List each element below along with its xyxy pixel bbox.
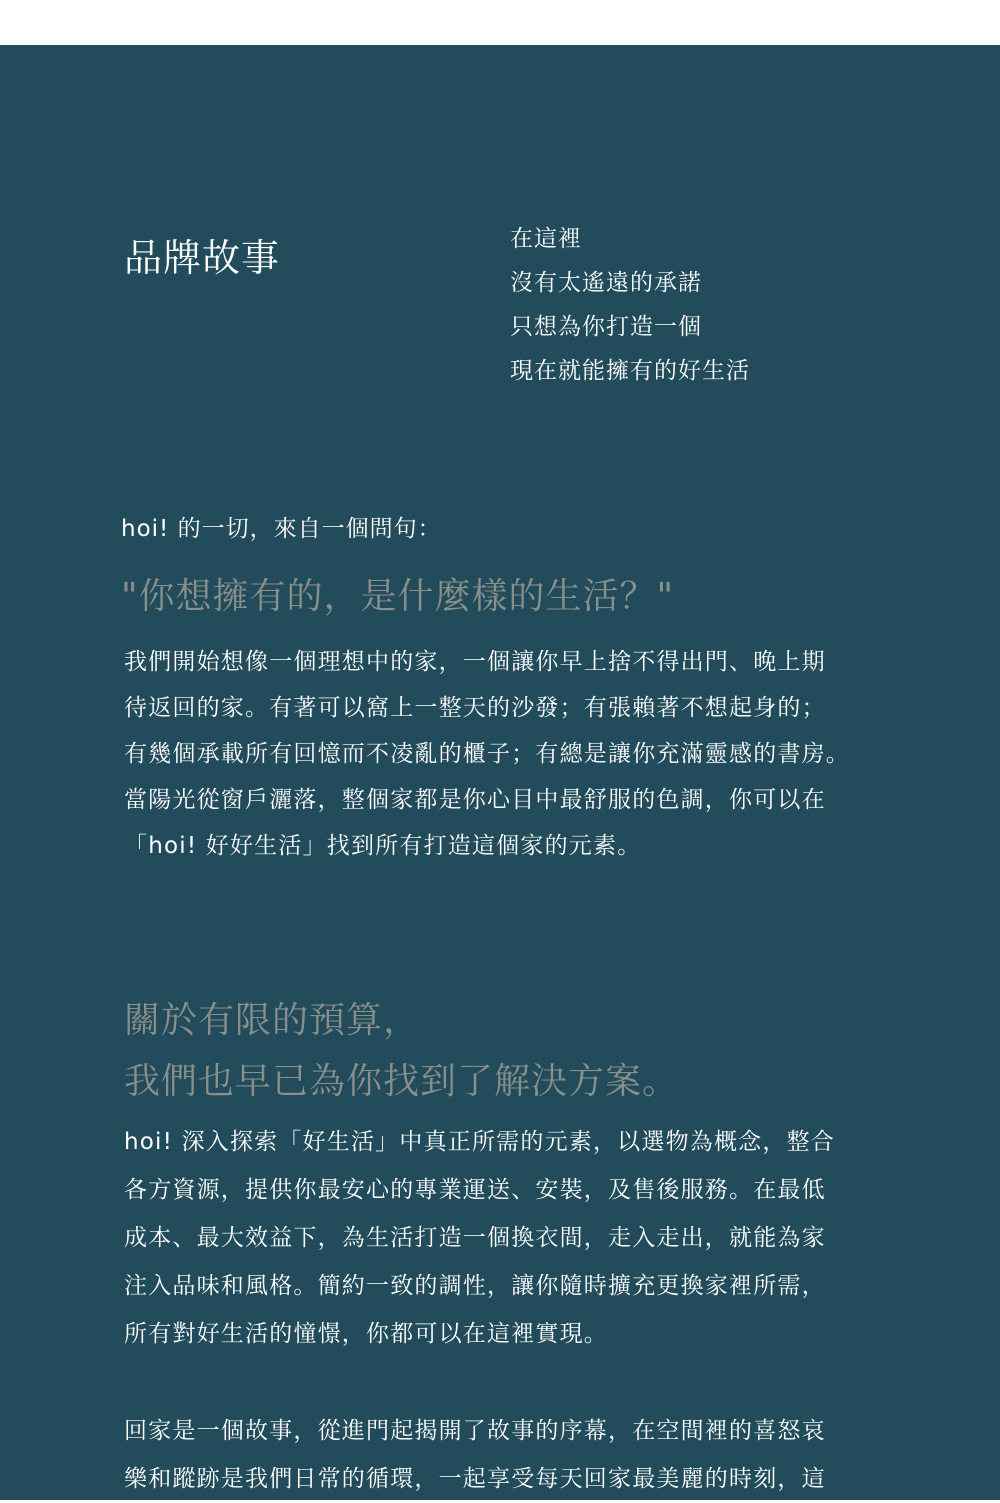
question-quote: "你想擁有的，是什麼樣的生活？" (121, 576, 675, 617)
budget-heading-line: 關於有限的預算， (124, 1000, 421, 1041)
brand-story-panel (0, 45, 1000, 1500)
intro-line: 只想為你打造一個 (510, 314, 702, 340)
paragraph-line: 樂和蹤跡是我們日常的循環，一起享受每天回家最美麗的時刻，這 (124, 1466, 826, 1492)
budget-heading (124, 990, 679, 1112)
brand-story-title: 品牌故事 (124, 236, 281, 280)
intro-line: 沒有太遙遠的承諾 (510, 270, 702, 296)
paragraph-line: 所有對好生活的憧憬，你都可以在這裡實現。 (124, 1321, 608, 1347)
paragraph-line: 待返回的家。有著可以窩上一整天的沙發；有張賴著不想起身的； (124, 695, 826, 721)
paragraph-line: 當陽光從窗戶灑落，整個家都是你心目中最舒服的色調，你可以在 (124, 787, 826, 813)
paragraph-line: 成本、最大效益下，為生活打造一個換衣間，走入走出，就能為家 (124, 1225, 826, 1251)
paragraph-line: 「hoi! 好好生活」找到所有打造這個家的元素。 (124, 833, 642, 859)
paragraph-line: hoi! 深入探索「好生活」中真正所需的元素，以選物為概念，整合 (124, 1129, 835, 1155)
paragraph-line: 注入品味和風格。簡約一致的調性，讓你隨時擴充更換家裡所需， (124, 1273, 826, 1299)
paragraph-budget-solution (124, 1118, 878, 1358)
paragraph-ideal-home (124, 639, 878, 869)
budget-heading-line: 我們也早已為你找到了解決方案。 (124, 1061, 680, 1102)
paragraph-line: 回家是一個故事，從進門起揭開了故事的序幕，在空間裡的喜怒哀 (124, 1418, 826, 1444)
paragraph-line: 各方資源，提供你最安心的專業運送、安裝，及售後服務。在最低 (124, 1177, 826, 1203)
question-lead: hoi! 的一切，來自一個問句： (121, 516, 442, 542)
paragraph-coming-home (124, 1407, 878, 1503)
top-strip (0, 0, 1000, 45)
paragraph-line: 我們開始想像一個理想中的家，一個讓你早上捨不得出門、晚上期 (124, 649, 826, 675)
intro-line: 現在就能擁有的好生活 (510, 358, 750, 384)
brand-intro-lines (510, 217, 750, 393)
intro-line: 在這裡 (510, 226, 582, 252)
paragraph-line: 有幾個承載所有回憶而不凌亂的櫃子；有總是讓你充滿靈感的書房。 (124, 741, 850, 767)
